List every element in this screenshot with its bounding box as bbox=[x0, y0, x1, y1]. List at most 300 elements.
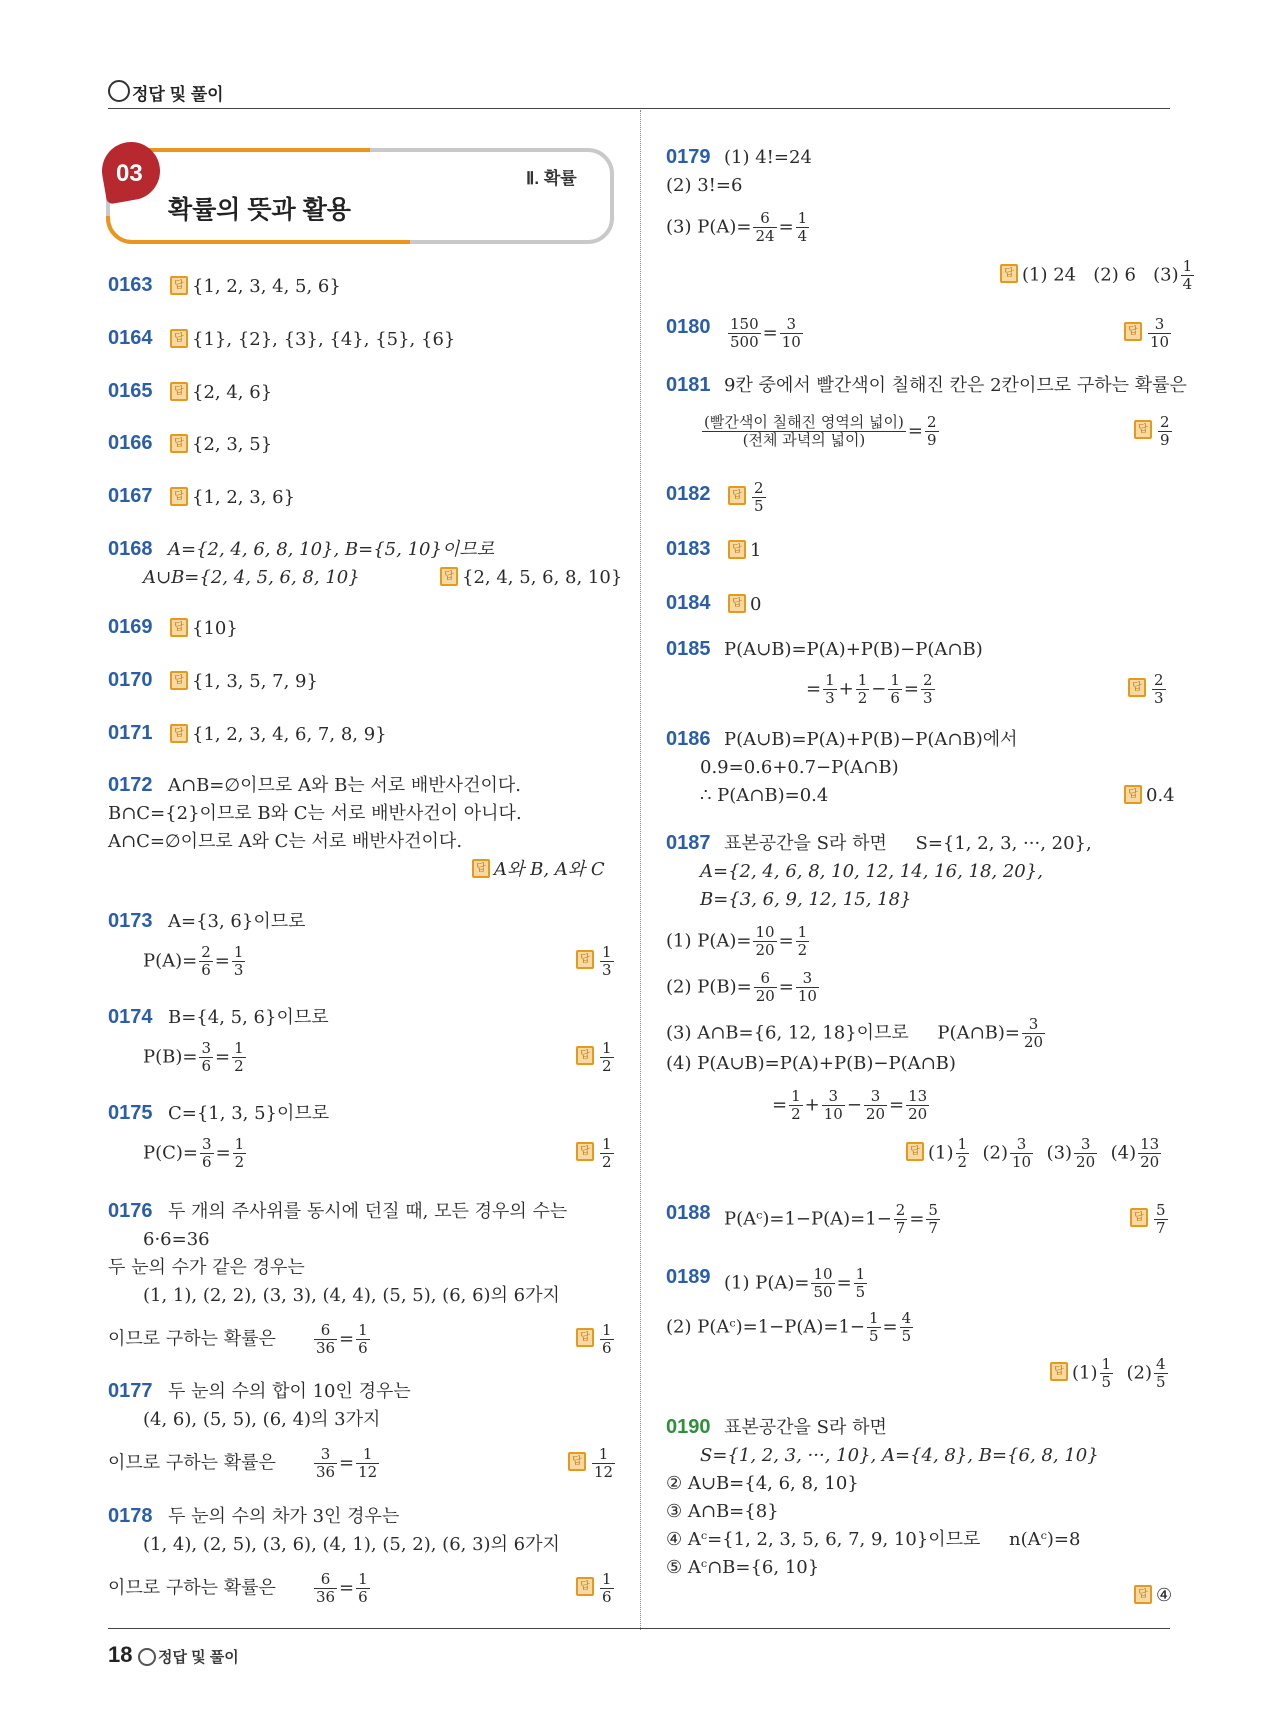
answer-badge-icon: 답 bbox=[170, 618, 188, 637]
solution-line: P(B)= $\frac{3}{6}$ = $\frac{1}{2}$ bbox=[143, 1039, 244, 1075]
solution-line: S={1, 2, 3, ···, 10}, A={4, 8}, B={6, 8, 10} bbox=[700, 1445, 1099, 1466]
numerator: 6 bbox=[314, 1322, 337, 1340]
answer bbox=[1050, 1356, 1170, 1391]
answer bbox=[728, 539, 761, 563]
numerator: 3 bbox=[822, 1088, 845, 1106]
denominator: 10 bbox=[1012, 1153, 1032, 1171]
denominator: 7 bbox=[1156, 1219, 1166, 1237]
answer-text: (1) bbox=[1072, 1362, 1098, 1384]
answer-badge-icon: 답 bbox=[1124, 785, 1142, 804]
numerator: 1 bbox=[797, 209, 808, 227]
numerator: 3 bbox=[864, 1088, 887, 1106]
answer-badge-icon: 답 bbox=[728, 486, 746, 505]
solution-line: (4, 6), (5, 5), (6, 4)의 3가지 bbox=[143, 1409, 381, 1430]
answer-badge-icon: 답 bbox=[170, 487, 188, 506]
solution-line: = $\frac{1}{2}$ + $\frac{3}{10}$ − $\frac{3}{20}$ = $\frac{13}{20}$ bbox=[772, 1087, 928, 1123]
fraction bbox=[796, 970, 819, 1005]
solution-line: (1) P(A)= $\frac{10}{50}$ = $\frac{1}{5}$ bbox=[724, 1265, 866, 1301]
answer bbox=[576, 1322, 616, 1357]
answer-text: (4) bbox=[1110, 1142, 1137, 1164]
problem-number: 0188 bbox=[666, 1202, 711, 1224]
numerator: 1 bbox=[358, 1321, 368, 1339]
expr-text: P(A)= bbox=[143, 950, 198, 972]
solution-line: P(A)= $\frac{2}{6}$ = $\frac{1}{3}$ bbox=[143, 943, 244, 979]
fraction bbox=[854, 1266, 868, 1301]
numerator: 1 bbox=[791, 1087, 801, 1105]
solution-line: A∪B={2, 4, 5, 6, 8, 10} bbox=[143, 567, 360, 588]
answer-badge-icon: 답 bbox=[906, 1142, 924, 1161]
solution-line: (1) P(A)= $\frac{10}{20}$ = $\frac{1}{2}$ bbox=[666, 923, 808, 959]
answer-text: {2, 4, 6} bbox=[192, 382, 273, 403]
solution-line: C={1, 3, 5}이므로 bbox=[168, 1103, 330, 1124]
denominator: (전체 과녁의 넓이) bbox=[742, 431, 866, 449]
problem-number: 0171 bbox=[108, 722, 153, 744]
answer-badge-icon: 답 bbox=[1134, 1585, 1152, 1604]
answer bbox=[728, 593, 761, 617]
answer-text: A와 B, A와 C bbox=[494, 859, 605, 880]
answer-text: {1, 3, 5, 7, 9} bbox=[192, 671, 318, 692]
solution-line: ③ A∩B={8} bbox=[666, 1501, 779, 1522]
denominator: 36 bbox=[315, 1339, 336, 1357]
denominator: 6 bbox=[358, 1339, 368, 1357]
fraction bbox=[822, 1088, 845, 1123]
numerator: 2 bbox=[1160, 413, 1170, 431]
problem-number: 0164 bbox=[108, 327, 153, 349]
answer-badge-icon: 답 bbox=[170, 434, 188, 453]
fraction bbox=[1010, 1136, 1033, 1171]
solution-line: B={3, 6, 9, 12, 15, 18} bbox=[700, 889, 912, 910]
answer-text: ④ bbox=[1156, 1585, 1173, 1606]
answer bbox=[576, 1136, 616, 1171]
answer bbox=[170, 486, 295, 510]
header-logo-icon bbox=[108, 80, 130, 102]
denominator: 6 bbox=[602, 1588, 612, 1606]
fraction bbox=[199, 1040, 213, 1075]
numerator: 1 bbox=[602, 1321, 612, 1339]
problem-number: 0190 bbox=[666, 1416, 711, 1438]
solution-line: B∩C={2}이므로 B와 C는 서로 배반사건이 아니다. bbox=[108, 803, 522, 824]
fraction bbox=[823, 672, 837, 707]
fraction bbox=[356, 1446, 379, 1481]
denominator: 6 bbox=[202, 1153, 212, 1171]
numerator: 1 bbox=[825, 671, 835, 689]
solution-line: B={4, 5, 6}이므로 bbox=[168, 1007, 329, 1028]
numerator: 3 bbox=[1148, 316, 1171, 334]
answer-badge-icon: 답 bbox=[170, 724, 188, 743]
fraction bbox=[900, 1310, 914, 1345]
expr-text: P(Aᶜ)=1−P(A)=1− bbox=[724, 1208, 892, 1230]
solution-line: ∴ P(A∩B)=0.4 bbox=[700, 785, 829, 806]
fraction bbox=[233, 1136, 247, 1171]
problem-number: 0179 bbox=[666, 146, 711, 168]
numerator: 1 bbox=[957, 1135, 968, 1153]
numerator: 1 bbox=[857, 671, 868, 689]
answer-text: (3) bbox=[1046, 1142, 1073, 1164]
fraction bbox=[811, 1266, 834, 1301]
expr-text: (3) P(A)= bbox=[666, 216, 752, 238]
fraction bbox=[753, 210, 776, 245]
denominator: 2 bbox=[602, 1057, 612, 1075]
numerator: 3 bbox=[202, 1135, 212, 1153]
denominator: 3 bbox=[825, 689, 835, 707]
solution-line: A={2, 4, 6, 8, 10}, B={5, 10}이므로 bbox=[168, 539, 495, 560]
numerator: 1 bbox=[602, 1135, 612, 1153]
answer-badge-icon: 답 bbox=[1000, 264, 1018, 283]
fraction bbox=[1152, 672, 1166, 707]
solution-line: 두 눈의 수가 같은 경우는 bbox=[108, 1257, 305, 1278]
denominator: 500 bbox=[730, 333, 759, 351]
numerator: 13 bbox=[1140, 1135, 1160, 1153]
answer-text: 1 bbox=[750, 540, 762, 561]
denominator: 20 bbox=[1023, 1033, 1044, 1051]
numerator: 2 bbox=[895, 1201, 906, 1219]
answer-badge-icon: 답 bbox=[170, 671, 188, 690]
fraction bbox=[888, 672, 902, 707]
solution-line: ② A∪B={4, 6, 8, 10} bbox=[666, 1473, 859, 1494]
denominator: 5 bbox=[855, 1283, 866, 1301]
answer bbox=[170, 328, 455, 352]
expr-text: (2) P(B)= bbox=[666, 976, 752, 998]
fraction bbox=[200, 1136, 214, 1171]
numerator: 1 bbox=[592, 1446, 615, 1464]
denominator: 5 bbox=[1101, 1373, 1112, 1391]
problem-number: 0177 bbox=[108, 1380, 153, 1402]
problem-number: 0175 bbox=[108, 1102, 153, 1124]
denominator: 36 bbox=[315, 1588, 336, 1606]
fraction bbox=[921, 672, 935, 707]
solution-line: P(A∪B)=P(A)+P(B)−P(A∩B) bbox=[724, 639, 983, 660]
problem-number: 0183 bbox=[666, 538, 711, 560]
denominator: 50 bbox=[813, 1283, 833, 1301]
numerator: 5 bbox=[928, 1201, 938, 1219]
numerator: 3 bbox=[1010, 1136, 1033, 1154]
answer bbox=[906, 1136, 1163, 1171]
fraction bbox=[600, 944, 614, 979]
chapter-title: 확률의 뜻과 활용 bbox=[168, 196, 351, 224]
numerator: 10 bbox=[755, 923, 775, 941]
numerator: 1 bbox=[869, 1309, 879, 1327]
answer bbox=[1130, 1202, 1170, 1237]
fraction bbox=[1074, 1136, 1097, 1171]
solution-line: ④ Aᶜ={1, 2, 3, 5, 6, 7, 9, 10}이므로 n(Aᶜ)=8 bbox=[666, 1529, 1081, 1550]
fraction bbox=[926, 1202, 940, 1237]
answer-badge-icon: 답 bbox=[170, 276, 188, 295]
solution-line: P(A∪B)=P(A)+P(B)−P(A∩B)에서 bbox=[724, 729, 1018, 750]
denominator: 10 bbox=[823, 1105, 843, 1123]
denominator: 20 bbox=[908, 1105, 928, 1123]
solution-line: (3) P(A)= $\frac{6}{24}$ = $\frac{1}{4}$ bbox=[666, 209, 808, 245]
numerator: 5 bbox=[1156, 1201, 1166, 1219]
fraction bbox=[753, 924, 776, 959]
answer-badge-icon: 답 bbox=[170, 382, 188, 401]
answer-badge-icon: 답 bbox=[576, 950, 594, 969]
denominator: 3 bbox=[602, 961, 612, 979]
solution-line: A∩C=∅이므로 A와 C는 서로 배반사건이다. bbox=[108, 831, 463, 852]
expr-text: (3) A∩B={6, 12, 18}이므로 P(A∩B)= bbox=[666, 1022, 1020, 1044]
denominator: 4 bbox=[1182, 275, 1193, 293]
denominator: 3 bbox=[233, 961, 244, 979]
numerator: 3 bbox=[796, 970, 819, 988]
problem-number: 0186 bbox=[666, 728, 711, 750]
answer bbox=[1128, 672, 1168, 707]
page-number: 18 bbox=[108, 1642, 133, 1667]
denominator: 2 bbox=[957, 1153, 968, 1171]
fraction bbox=[906, 1088, 929, 1123]
fraction bbox=[894, 1202, 908, 1237]
answer bbox=[1134, 414, 1174, 449]
solution-line: (1, 4), (2, 5), (3, 6), (4, 1), (5, 2), (6, 3)의 6가지 bbox=[143, 1534, 560, 1555]
problem-number: 0169 bbox=[108, 616, 153, 638]
chapter-part: Ⅱ. 확률 bbox=[526, 169, 577, 188]
solution-line: 표본공간을 S라 하면 S={1, 2, 3, ···, 20}, bbox=[724, 833, 1092, 854]
problem-number: 0167 bbox=[108, 485, 153, 507]
denominator: 10 bbox=[797, 987, 817, 1005]
solution-line: 9칸 중에서 빨간색이 칠해진 칸은 2칸이므로 구하는 확률은 bbox=[724, 375, 1187, 396]
expr-text: (2) P(Aᶜ)=1−P(A)=1− bbox=[666, 1316, 865, 1338]
numerator: 1 bbox=[602, 1039, 612, 1057]
answer-text: {1, 2, 3, 4, 5, 6} bbox=[192, 276, 341, 297]
answer bbox=[170, 275, 341, 299]
denominator: 12 bbox=[594, 1463, 614, 1481]
fraction bbox=[600, 1322, 614, 1357]
denominator: 6 bbox=[602, 1339, 612, 1357]
solution-line: (2) 3!=6 bbox=[666, 175, 743, 196]
solution-line: 0.9=0.6+0.7−P(A∩B) bbox=[700, 757, 899, 778]
denominator: 5 bbox=[754, 497, 764, 515]
denominator: 20 bbox=[755, 987, 775, 1005]
solution-line: (1, 1), (2, 2), (3, 3), (4, 4), (5, 5), (6, 6)의 6가지 bbox=[143, 1285, 560, 1306]
denominator: 36 bbox=[315, 1463, 336, 1481]
solution-line: (2) P(B)= $\frac{6}{20}$ = $\frac{3}{10}$ bbox=[666, 969, 817, 1005]
denominator: 20 bbox=[865, 1105, 886, 1123]
answer-badge-icon: 답 bbox=[576, 1328, 594, 1347]
header-title: 정답 및 풀이 bbox=[132, 85, 224, 104]
numerator: 2 bbox=[754, 479, 764, 497]
answer bbox=[170, 723, 387, 747]
fraction bbox=[925, 414, 939, 449]
problem-number: 0174 bbox=[108, 1006, 153, 1028]
solution-line: 6·6=36 bbox=[143, 1229, 210, 1250]
answer bbox=[440, 566, 622, 590]
numerator: 150 bbox=[730, 315, 759, 333]
denominator: 6 bbox=[358, 1588, 368, 1606]
problem-number: 0163 bbox=[108, 274, 153, 296]
numerator: 1 bbox=[358, 1570, 368, 1588]
answer-badge-icon: 답 bbox=[576, 1046, 594, 1065]
answer-text: 0 bbox=[750, 594, 762, 615]
answer bbox=[1124, 784, 1175, 808]
denominator: 6 bbox=[890, 689, 900, 707]
fraction bbox=[232, 944, 246, 979]
numerator: 1 bbox=[890, 671, 900, 689]
solution-line: 이므로 구하는 확률은 $\frac{6}{36}$ = $\frac{1}{6}$ bbox=[108, 1570, 368, 1606]
numerator: 3 bbox=[314, 1446, 337, 1464]
solution-line: ⑤ Aᶜ∩B={6, 10} bbox=[666, 1557, 820, 1578]
banner-orange-top bbox=[126, 148, 370, 152]
answer-text: (1) 24 (2) 6 (3) bbox=[1022, 264, 1179, 286]
denominator: 5 bbox=[1156, 1373, 1166, 1391]
numerator: 1 bbox=[1182, 257, 1193, 275]
numerator: 6 bbox=[753, 210, 776, 228]
chapter-banner bbox=[106, 148, 612, 242]
denominator: 20 bbox=[755, 941, 775, 959]
problem-number: 0187 bbox=[666, 832, 711, 854]
fraction bbox=[232, 1040, 246, 1075]
answer-badge-icon: 답 bbox=[728, 540, 746, 559]
solution-line: (2) P(Aᶜ)=1−P(A)=1− $\frac{1}{5}$ = $\frac{4}{5}$ bbox=[666, 1309, 912, 1345]
column-divider bbox=[640, 110, 641, 1630]
fraction bbox=[314, 1446, 337, 1481]
problem-number: 0178 bbox=[108, 1505, 153, 1527]
denominator: 20 bbox=[1076, 1153, 1096, 1171]
denominator: 2 bbox=[791, 1105, 801, 1123]
problem-number: 0189 bbox=[666, 1266, 711, 1288]
numerator: 3 bbox=[1074, 1136, 1097, 1154]
solution-line bbox=[666, 1016, 1047, 1051]
numerator: 1 bbox=[356, 1446, 379, 1464]
denominator: 9 bbox=[1160, 431, 1170, 449]
problem-number: 0185 bbox=[666, 638, 711, 660]
answer-badge-icon: 답 bbox=[1050, 1362, 1068, 1381]
answer-badge-icon: 답 bbox=[1134, 420, 1152, 439]
numerator: 6 bbox=[314, 1571, 337, 1589]
fraction bbox=[1154, 1356, 1168, 1391]
fraction bbox=[796, 924, 810, 959]
fraction bbox=[956, 1136, 970, 1171]
fraction bbox=[754, 970, 777, 1005]
answer-badge-icon: 답 bbox=[728, 594, 746, 613]
fraction bbox=[867, 1310, 881, 1345]
answer-badge-icon: 답 bbox=[576, 1142, 594, 1161]
answer bbox=[170, 617, 238, 641]
solution-line: A={3, 6}이므로 bbox=[168, 911, 306, 932]
fraction bbox=[789, 1088, 803, 1123]
answer-badge-icon: 답 bbox=[576, 1577, 594, 1596]
answer-badge-icon: 답 bbox=[170, 329, 188, 348]
answer-text: {10} bbox=[192, 618, 238, 639]
denominator: 3 bbox=[1154, 689, 1164, 707]
solution-line: P(Aᶜ)=1−P(A)=1− $\frac{2}{7}$ = $\frac{5}{7}$ bbox=[724, 1201, 938, 1237]
fraction bbox=[592, 1446, 615, 1481]
fraction bbox=[1148, 316, 1171, 351]
fraction bbox=[856, 672, 870, 707]
fraction bbox=[314, 1322, 337, 1357]
answer-text: {1, 2, 3, 6} bbox=[192, 487, 296, 508]
fraction bbox=[600, 1136, 614, 1171]
fraction bbox=[356, 1322, 370, 1357]
problem-number: 0170 bbox=[108, 669, 153, 691]
denominator: 10 bbox=[781, 333, 801, 351]
fraction bbox=[752, 480, 766, 515]
footer-rule bbox=[108, 1628, 1170, 1629]
expr-text: P(C)= bbox=[143, 1142, 199, 1164]
numerator: 1 bbox=[1101, 1355, 1112, 1373]
fraction bbox=[1154, 1202, 1168, 1237]
solution-line: (1) 4!=24 bbox=[724, 147, 812, 168]
numerator: 3 bbox=[780, 316, 803, 334]
expr-text: (1) P(A)= bbox=[666, 930, 752, 952]
answer-badge-icon: 답 bbox=[1130, 1208, 1148, 1227]
fraction bbox=[1100, 1356, 1114, 1391]
fraction bbox=[1022, 1016, 1045, 1051]
solution-line: (4) P(A∪B)=P(A)+P(B)−P(A∩B) bbox=[666, 1053, 956, 1074]
fraction bbox=[864, 1088, 887, 1123]
answer-badge-icon: 답 bbox=[1128, 678, 1146, 697]
numerator: 1 bbox=[234, 1135, 245, 1153]
denominator: 7 bbox=[928, 1219, 938, 1237]
denominator: 3 bbox=[923, 689, 933, 707]
numerator: 10 bbox=[813, 1265, 833, 1283]
numerator: 1 bbox=[797, 923, 808, 941]
numerator: 3 bbox=[201, 1039, 212, 1057]
fraction bbox=[780, 316, 803, 351]
chapter-number: 03 bbox=[116, 160, 143, 187]
answer bbox=[170, 433, 272, 457]
fraction bbox=[600, 1040, 614, 1075]
solution-line: A∩B=∅이므로 A와 B는 서로 배반사건이다. bbox=[168, 775, 521, 796]
fraction bbox=[728, 316, 761, 351]
answer bbox=[1134, 1584, 1172, 1608]
denominator: 6 bbox=[201, 1057, 212, 1075]
answer-text: (2) bbox=[982, 1142, 1008, 1164]
denominator: 2 bbox=[234, 1153, 245, 1171]
solution-line: 두 눈의 수의 합이 10인 경우는 bbox=[168, 1381, 411, 1402]
problem-number: 0181 bbox=[666, 374, 711, 396]
solution-line: $\frac{150}{500}$ = $\frac{3}{10}$ bbox=[730, 315, 801, 351]
denominator: 9 bbox=[926, 431, 937, 449]
answer-text: 0.4 bbox=[1146, 785, 1175, 806]
fraction bbox=[600, 1571, 614, 1606]
denominator: 2 bbox=[797, 941, 808, 959]
expr-text: 이므로 구하는 확률은 bbox=[108, 1577, 276, 1599]
numerator: 13 bbox=[908, 1087, 928, 1105]
expr-text: 이므로 구하는 확률은 bbox=[108, 1452, 276, 1474]
answer-badge-icon: 답 bbox=[1124, 322, 1142, 341]
answer-text: (1) bbox=[928, 1142, 954, 1164]
solution-line: A={2, 4, 6, 8, 10, 12, 14, 16, 18, 20}, bbox=[700, 861, 1043, 882]
answer bbox=[170, 381, 272, 405]
answer bbox=[1124, 316, 1173, 351]
problem-number: 0166 bbox=[108, 432, 153, 454]
answer bbox=[576, 1571, 616, 1606]
header-rule bbox=[108, 108, 1170, 109]
solution-line: P(C)= $\frac{3}{6}$ = $\frac{1}{2}$ bbox=[143, 1135, 245, 1171]
answer-badge-icon: 답 bbox=[472, 859, 490, 878]
answer-text: (2) bbox=[1126, 1362, 1152, 1384]
answer-text: {1}, {2}, {3}, {4}, {5}, {6} bbox=[192, 329, 456, 350]
answer bbox=[1000, 258, 1196, 293]
denominator: 24 bbox=[755, 227, 775, 245]
answer bbox=[576, 1040, 616, 1075]
expr-text: 이므로 구하는 확률은 bbox=[108, 1328, 276, 1350]
numerator: (빨간색이 칠해진 영역의 넓이) bbox=[704, 413, 904, 431]
answer bbox=[472, 858, 605, 882]
expr-text: (1) P(A)= bbox=[724, 1272, 810, 1294]
denominator: 7 bbox=[895, 1219, 906, 1237]
answer bbox=[576, 944, 616, 979]
denominator: 6 bbox=[201, 961, 211, 979]
fraction bbox=[314, 1571, 337, 1606]
problem-number: 0173 bbox=[108, 910, 153, 932]
answer-badge-icon: 답 bbox=[568, 1452, 586, 1471]
fraction bbox=[1181, 258, 1195, 293]
numerator: 2 bbox=[1154, 671, 1164, 689]
denominator: 2 bbox=[602, 1153, 612, 1171]
numerator: 2 bbox=[201, 943, 211, 961]
footer-title: 정답 및 풀이 bbox=[158, 1649, 239, 1666]
numerator: 3 bbox=[1022, 1016, 1045, 1034]
numerator: 1 bbox=[855, 1265, 866, 1283]
